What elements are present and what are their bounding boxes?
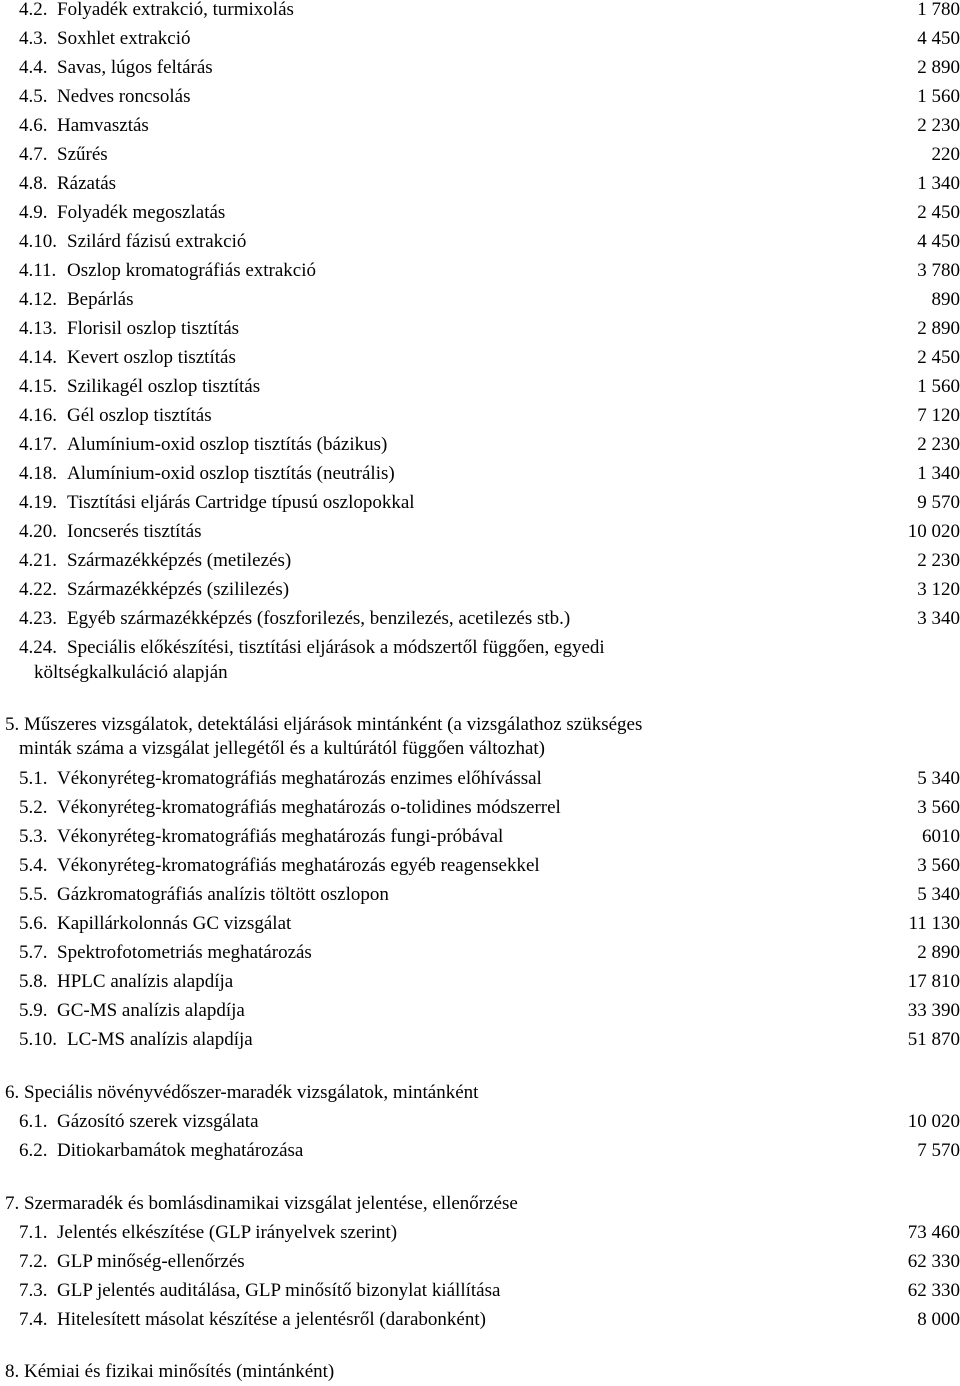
item-code: 4.13. (19, 314, 57, 343)
item-code: 5.10. (19, 1025, 57, 1054)
item-price: 890 (932, 285, 960, 314)
list-item (0, 1107, 960, 1136)
list-item (0, 793, 960, 822)
list-item (0, 459, 960, 488)
list-item (0, 82, 960, 111)
list-item (0, 938, 960, 967)
item-price: 3 780 (917, 256, 960, 285)
item-label: Folyadék megoszlatás (57, 198, 225, 227)
item-price: 1 780 (917, 0, 960, 24)
item-label: Származékképzés (szililezés) (67, 575, 289, 604)
item-label: Alumínium-oxid oszlop tisztítás (bázikus) (67, 430, 387, 459)
item-code: 5.3. (19, 822, 48, 851)
item-price: 2 890 (917, 938, 960, 967)
list-item (0, 822, 960, 851)
item-code: 4.4. (19, 53, 48, 82)
item-code: 6.1. (19, 1107, 48, 1136)
item-code: 4.9. (19, 198, 48, 227)
list-item (0, 24, 960, 53)
item-label: Jelentés elkészítése (GLP irányelvek szerint) (57, 1218, 397, 1247)
item-label: Szilikagél oszlop tisztítás (67, 372, 260, 401)
section-heading-text: 6. Speciális növényvédőszer-maradék vizsgálatok, mintánként (5, 1078, 478, 1107)
list-item (0, 604, 960, 633)
item-price: 2 230 (917, 430, 960, 459)
item-code: 5.6. (19, 909, 48, 938)
item-code: 4.10. (19, 227, 57, 256)
item-price: 2 230 (917, 111, 960, 140)
section-heading-text-line2: minták száma a vizsgálat jellegétől és a kultúrától függően változhat) (19, 734, 545, 763)
item-label: Gázkromatográfiás analízis töltött oszlopon (57, 880, 389, 909)
item-price: 3 120 (917, 575, 960, 604)
item-code: 7.4. (19, 1305, 48, 1334)
list-item (0, 1218, 960, 1247)
item-label: Nedves roncsolás (57, 82, 191, 111)
list-item (0, 764, 960, 793)
item-label: GC-MS analízis alapdíja (57, 996, 245, 1025)
list-item (0, 53, 960, 82)
item-price: 7 120 (917, 401, 960, 430)
item-label: Alumínium-oxid oszlop tisztítás (neutrális) (67, 459, 395, 488)
item-price: 7 570 (917, 1136, 960, 1165)
item-price: 2 890 (917, 314, 960, 343)
item-price: 220 (932, 140, 960, 169)
item-code: 4.3. (19, 24, 48, 53)
item-code: 5.5. (19, 880, 48, 909)
item-label: Gél oszlop tisztítás (67, 401, 212, 430)
list-item (0, 1025, 960, 1054)
item-label: Ditiokarbamátok meghatározása (57, 1136, 303, 1165)
list-item (0, 0, 960, 24)
item-code: 4.6. (19, 111, 48, 140)
item-code: 7.1. (19, 1218, 48, 1247)
item-label: GLP jelentés auditálása, GLP minősítő bizonylat kiállítása (57, 1276, 500, 1305)
item-label: LC-MS analízis alapdíja (67, 1025, 253, 1054)
item-price: 4 450 (917, 24, 960, 53)
item-label: Tisztítási eljárás Cartridge típusú oszlopokkal (67, 488, 415, 517)
item-price: 5 340 (917, 880, 960, 909)
list-item (0, 967, 960, 996)
item-code: 4.2. (19, 0, 48, 24)
item-label: Vékonyréteg-kromatográfiás meghatározás enzimes előhívással (57, 764, 542, 793)
item-code: 5.2. (19, 793, 48, 822)
item-code: 4.14. (19, 343, 57, 372)
item-label: Savas, lúgos feltárás (57, 53, 213, 82)
list-item (0, 1276, 960, 1305)
list-item (0, 111, 960, 140)
item-label: Kapillárkolonnás GC vizsgálat (57, 909, 291, 938)
list-item (0, 401, 960, 430)
item-label: Származékképzés (metilezés) (67, 546, 291, 575)
item-code: 4.12. (19, 285, 57, 314)
list-item (0, 575, 960, 604)
item-label: GLP minőség-ellenőrzés (57, 1247, 245, 1276)
item-code: 7.3. (19, 1276, 48, 1305)
item-label: Hitelesített másolat készítése a jelentésről (darabonként) (57, 1305, 486, 1334)
item-price: 2 890 (917, 53, 960, 82)
item-code: 5.7. (19, 938, 48, 967)
item-code: 4.22. (19, 575, 57, 604)
item-price: 3 560 (917, 793, 960, 822)
item-label: Vékonyréteg-kromatográfiás meghatározás o-tolidines módszerrel (57, 793, 561, 822)
item-label: Rázatás (57, 169, 116, 198)
item-label: Gázosító szerek vizsgálata (57, 1107, 259, 1136)
item-code: 4.18. (19, 459, 57, 488)
item-price: 4 450 (917, 227, 960, 256)
item-code: 4.23. (19, 604, 57, 633)
list-item (0, 1305, 960, 1334)
item-price: 1 340 (917, 459, 960, 488)
list-item (0, 1247, 960, 1276)
list-item (0, 430, 960, 459)
list-item (0, 880, 960, 909)
section-heading-line2 (0, 734, 960, 763)
list-item (0, 909, 960, 938)
item-price: 3 560 (917, 851, 960, 880)
section-heading (0, 1189, 960, 1218)
item-label: Vékonyréteg-kromatográfiás meghatározás egyéb reagensekkel (57, 851, 540, 880)
item-label: Soxhlet extrakció (57, 24, 191, 53)
item-code: 5.4. (19, 851, 48, 880)
item-price: 1 560 (917, 82, 960, 111)
item-price: 33 390 (908, 996, 960, 1025)
item-code: 7.2. (19, 1247, 48, 1276)
item-code: 5.1. (19, 764, 48, 793)
item-code: 5.9. (19, 996, 48, 1025)
item-price: 5 340 (917, 764, 960, 793)
item-code: 4.16. (19, 401, 57, 430)
item-label: Szűrés (57, 140, 108, 169)
list-item (0, 169, 960, 198)
item-label: Szilárd fázisú extrakció (67, 227, 246, 256)
section-heading-text: 8. Kémiai és fizikai minősítés (mintánként) (5, 1357, 334, 1386)
list-item (0, 285, 960, 314)
section-heading (0, 1078, 960, 1107)
item-label: Ioncserés tisztítás (67, 517, 202, 546)
list-item-continuation (0, 658, 960, 687)
item-price: 9 570 (917, 488, 960, 517)
list-item (0, 256, 960, 285)
list-item (0, 227, 960, 256)
list-item (0, 996, 960, 1025)
list-item (0, 343, 960, 372)
item-label: Oszlop kromatográfiás extrakció (67, 256, 316, 285)
item-price: 10 020 (908, 1107, 960, 1136)
item-price: 2 450 (917, 198, 960, 227)
item-label: Vékonyréteg-kromatográfiás meghatározás fungi-próbával (57, 822, 503, 851)
item-price: 6010 (922, 822, 960, 851)
item-code: 4.8. (19, 169, 48, 198)
item-price: 10 020 (908, 517, 960, 546)
section-heading-text: 7. Szermaradék és bomlásdinamikai vizsgálat jelentése, ellenőrzése (5, 1189, 518, 1218)
item-label: Speciális előkészítési, tisztítási eljárások a módszertől függően, egyedi (67, 633, 605, 662)
item-code: 5.8. (19, 967, 48, 996)
item-price: 8 000 (917, 1305, 960, 1334)
section-heading-text: 5. Műszeres vizsgálatok, detektálási eljárások mintánként (a vizsgálathoz szükséges (5, 710, 642, 739)
list-item (0, 198, 960, 227)
item-code: 4.21. (19, 546, 57, 575)
list-item (0, 1136, 960, 1165)
item-price: 73 460 (908, 1218, 960, 1247)
item-code: 4.7. (19, 140, 48, 169)
list-item (0, 546, 960, 575)
item-label: HPLC analízis alapdíja (57, 967, 233, 996)
item-code: 4.11. (19, 256, 56, 285)
item-price: 2 230 (917, 546, 960, 575)
list-item (0, 488, 960, 517)
item-price: 11 130 (908, 909, 960, 938)
item-label: Folyadék extrakció, turmixolás (57, 0, 294, 24)
item-code: 4.20. (19, 517, 57, 546)
item-code: 4.5. (19, 82, 48, 111)
list-item (0, 314, 960, 343)
item-code: 4.19. (19, 488, 57, 517)
item-code: 4.17. (19, 430, 57, 459)
item-price: 51 870 (908, 1025, 960, 1054)
item-label: Hamvasztás (57, 111, 149, 140)
item-label: Kevert oszlop tisztítás (67, 343, 236, 372)
item-price: 1 340 (917, 169, 960, 198)
item-label: Spektrofotometriás meghatározás (57, 938, 312, 967)
item-label-line2: költségkalkuláció alapján (34, 658, 228, 687)
section-heading (0, 1357, 960, 1386)
item-code: 4.15. (19, 372, 57, 401)
item-price: 17 810 (908, 967, 960, 996)
item-price: 1 560 (917, 372, 960, 401)
item-price: 62 330 (908, 1276, 960, 1305)
item-price: 2 450 (917, 343, 960, 372)
item-price: 3 340 (917, 604, 960, 633)
list-item (0, 372, 960, 401)
item-label: Bepárlás (67, 285, 133, 314)
list-item (0, 140, 960, 169)
item-price: 62 330 (908, 1247, 960, 1276)
list-item (0, 851, 960, 880)
item-label: Egyéb származékképzés (foszforilezés, benzilezés, acetilezés stb.) (67, 604, 570, 633)
item-label: Florisil oszlop tisztítás (67, 314, 239, 343)
item-code: 4.24. (19, 633, 57, 662)
list-item (0, 517, 960, 546)
item-code: 6.2. (19, 1136, 48, 1165)
